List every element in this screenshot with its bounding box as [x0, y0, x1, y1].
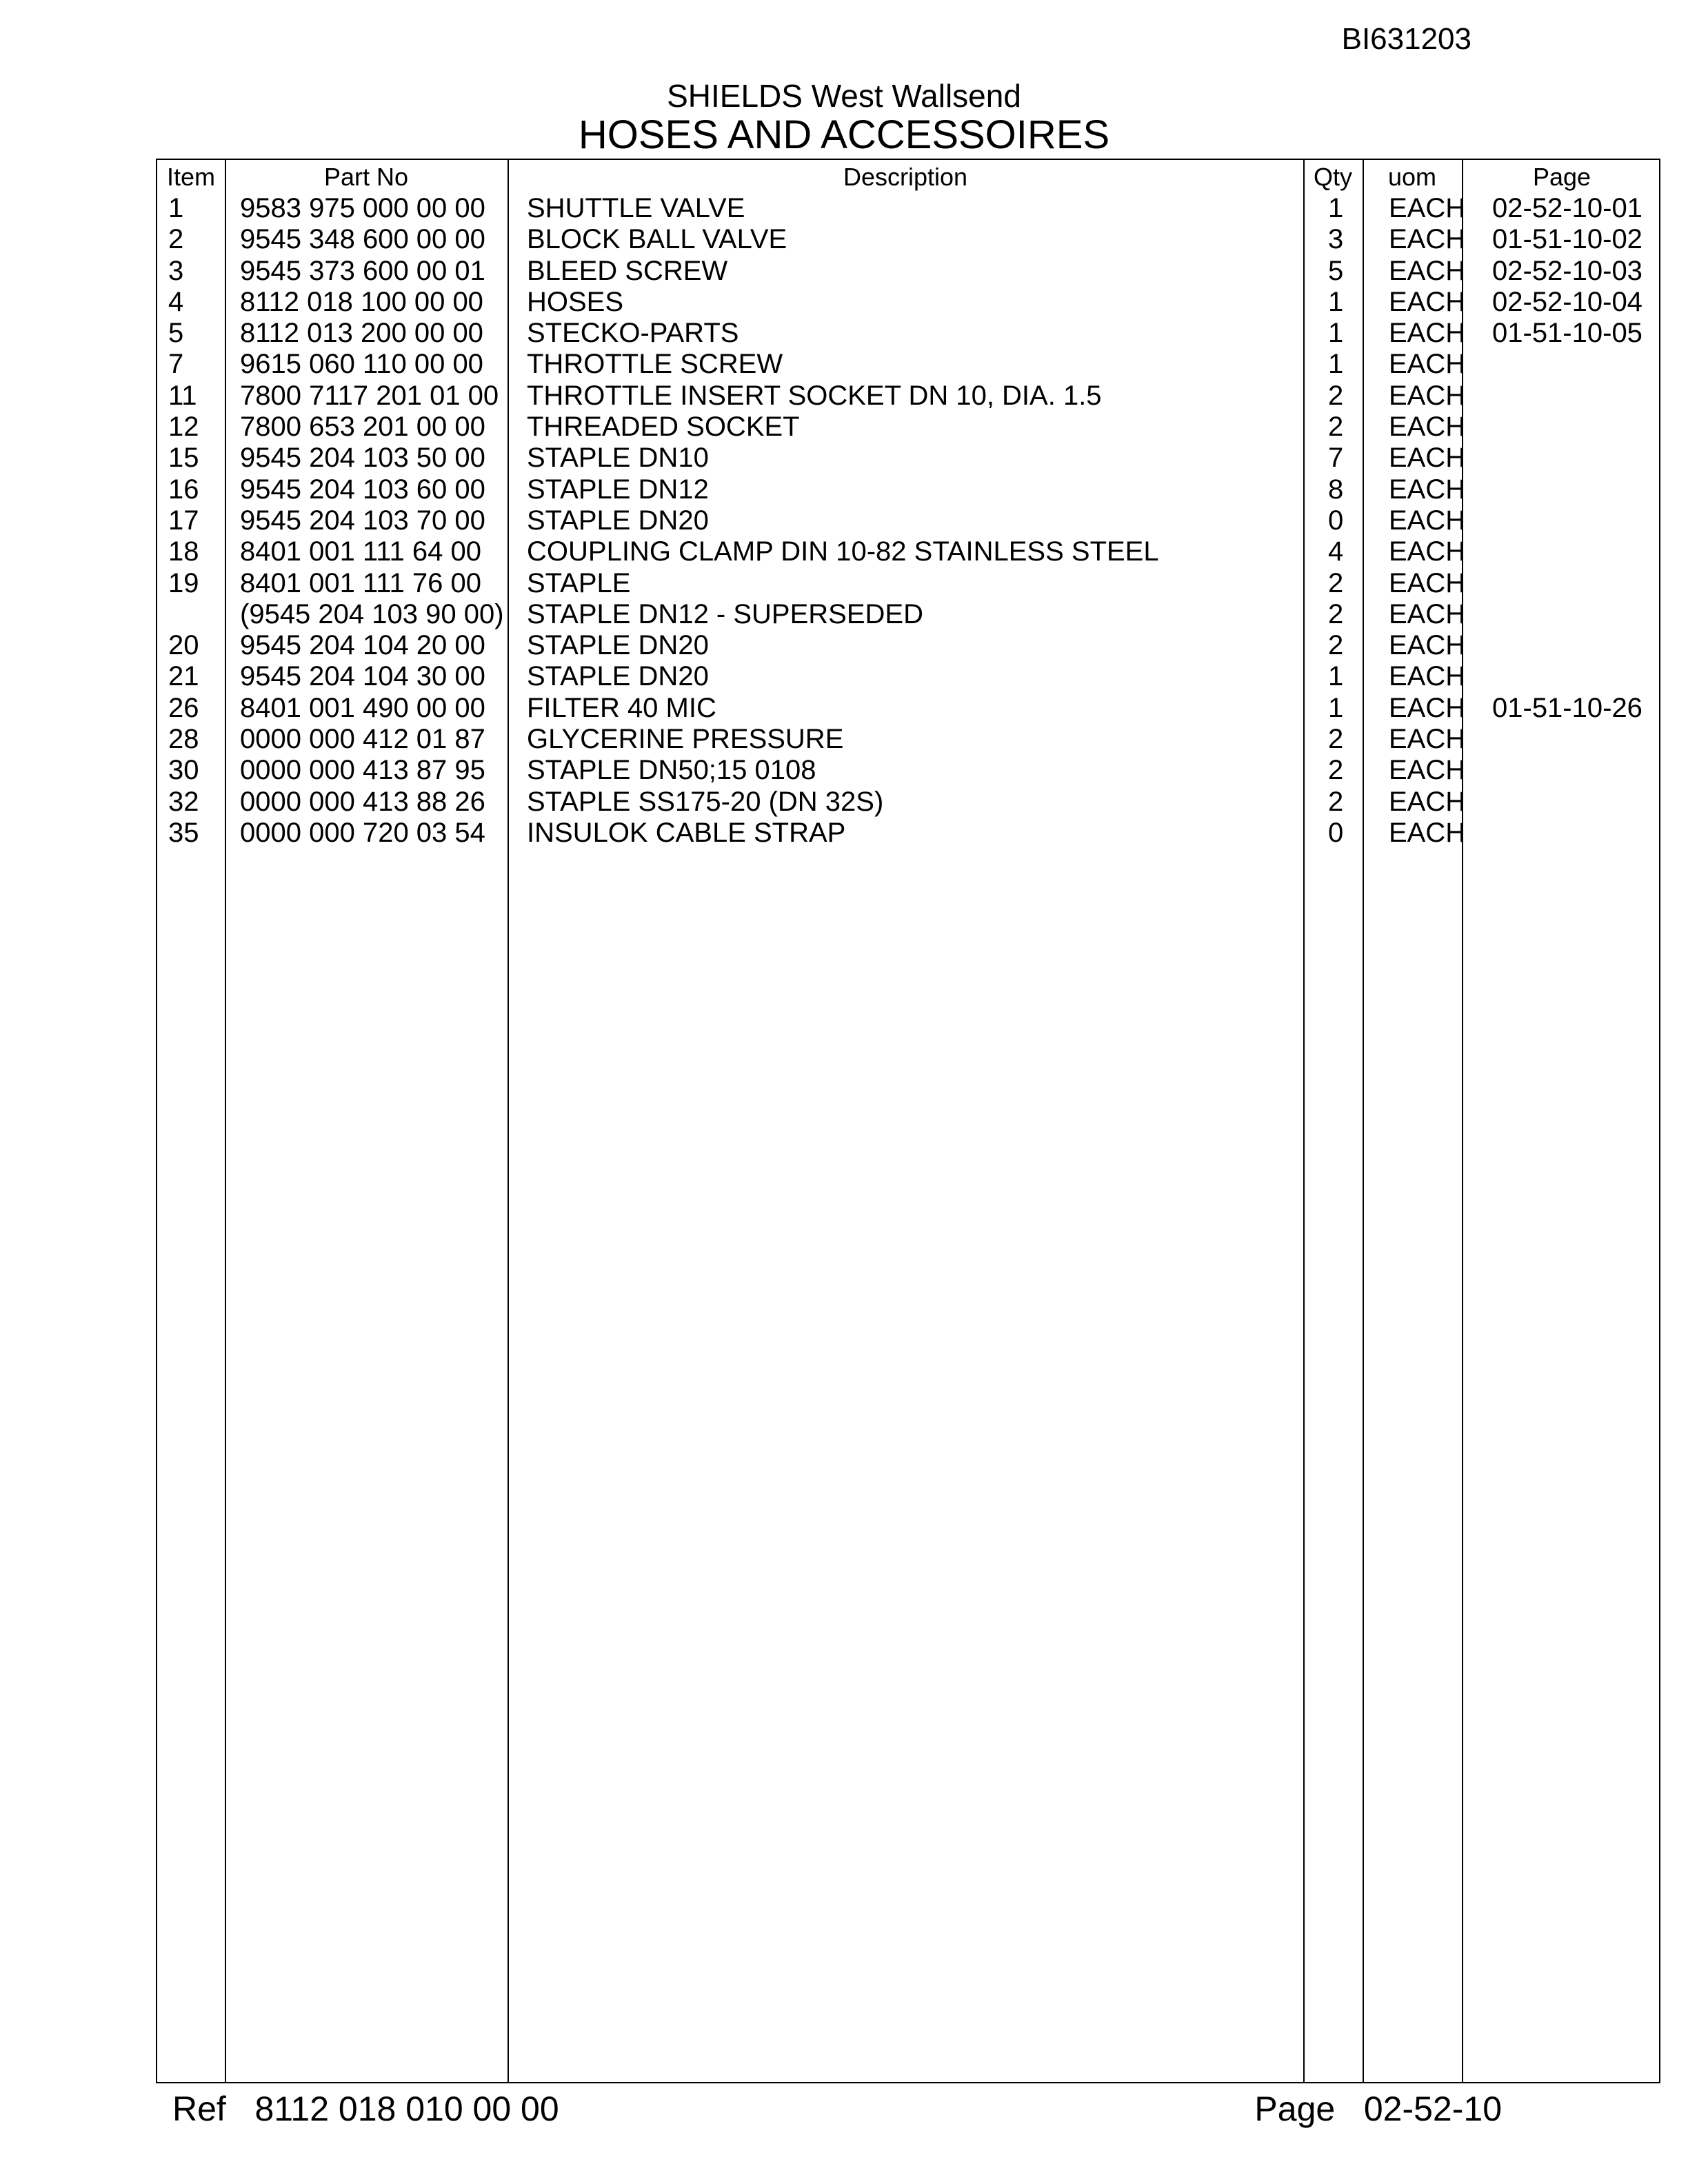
row-qty: 1 [1328, 286, 1344, 317]
row-part-no: 7800 7117 201 01 00 [240, 380, 499, 411]
header-page: Page [1532, 163, 1591, 191]
row-uom: EACH [1389, 630, 1466, 661]
company-name: SHIELDS West Wallsend [667, 78, 1021, 114]
row-qty: 2 [1328, 755, 1344, 786]
table-row [157, 724, 1659, 755]
header-description: Description [843, 163, 968, 191]
row-description: STAPLE DN20 [527, 505, 709, 536]
row-item: 15 [168, 443, 199, 474]
row-part-no: 9545 204 103 50 00 [240, 443, 485, 474]
row-description: STAPLE [527, 567, 631, 598]
page-title: HOSES AND ACCESSOIRES [578, 112, 1110, 157]
table-row [157, 661, 1659, 692]
footer-ref: Ref 8112 018 010 00 00 [172, 2090, 559, 2128]
row-part-no: 9545 204 103 60 00 [240, 474, 485, 505]
row-description: STAPLE DN12 - SUPERSEDED [527, 598, 923, 629]
header-uom: uom [1387, 163, 1437, 191]
row-item: 2 [168, 224, 184, 255]
row-uom: EACH [1389, 755, 1466, 786]
row-item: 35 [168, 817, 199, 848]
row-qty: 4 [1328, 536, 1344, 567]
row-item: 20 [168, 630, 199, 661]
row-part-no: 9545 373 600 00 01 [240, 255, 485, 286]
row-item: 28 [168, 724, 199, 755]
row-qty: 1 [1328, 318, 1344, 349]
row-uom: EACH [1389, 724, 1466, 755]
row-uom: EACH [1389, 224, 1466, 255]
row-uom: EACH [1389, 786, 1466, 817]
row-item: 3 [168, 255, 184, 286]
table-row [157, 193, 1659, 224]
row-item: 30 [168, 755, 199, 786]
row-qty: 2 [1328, 724, 1344, 755]
row-item: 17 [168, 505, 199, 536]
row-part-no: 0000 000 720 03 54 [240, 817, 485, 848]
row-item: 7 [168, 349, 184, 380]
table-row [157, 287, 1659, 318]
row-uom: EACH [1389, 817, 1466, 848]
table-row [157, 505, 1659, 536]
table-row [157, 818, 1659, 849]
row-uom: EACH [1389, 567, 1466, 598]
row-uom: EACH [1389, 443, 1466, 474]
row-part-no: 9545 204 104 20 00 [240, 630, 485, 661]
row-qty: 1 [1328, 349, 1344, 380]
row-description: SHUTTLE VALVE [527, 193, 745, 223]
table-row [157, 568, 1659, 599]
row-description: BLEED SCREW [527, 255, 728, 286]
row-page: 01-51-10-05 [1492, 318, 1642, 349]
row-uom: EACH [1389, 536, 1466, 567]
document-id: BI631203 [1341, 22, 1471, 56]
row-description: STAPLE DN50;15 0108 [527, 755, 816, 786]
table-row [157, 630, 1659, 661]
row-description: INSULOK CABLE STRAP [527, 817, 846, 848]
header-qty: Qty [1313, 163, 1352, 191]
row-description: STAPLE DN12 [527, 474, 709, 505]
row-part-no: 9545 348 600 00 00 [240, 224, 485, 255]
row-item: 1 [168, 193, 184, 223]
row-uom: EACH [1389, 255, 1466, 286]
table-row [157, 256, 1659, 287]
table-row [157, 443, 1659, 474]
row-item: 26 [168, 692, 199, 723]
row-item: 12 [168, 412, 199, 443]
row-page: 01-51-10-26 [1492, 692, 1642, 723]
table-row [157, 349, 1659, 380]
row-description: THREADED SOCKET [527, 412, 800, 443]
row-qty: 8 [1328, 474, 1344, 505]
row-part-no: 0000 000 412 01 87 [240, 724, 485, 755]
row-part-no: 8401 001 111 76 00 [240, 567, 481, 598]
row-uom: EACH [1389, 318, 1466, 349]
row-description: THROTTLE INSERT SOCKET DN 10, DIA. 1.5 [527, 380, 1102, 411]
table-row [157, 412, 1659, 443]
table-body [157, 193, 1659, 849]
row-qty: 2 [1328, 630, 1344, 661]
row-qty: 0 [1328, 817, 1344, 848]
row-part-no: 8401 001 111 64 00 [240, 536, 481, 567]
row-qty: 5 [1328, 255, 1344, 286]
table-row [157, 381, 1659, 412]
row-item: 21 [168, 661, 199, 692]
row-description: HOSES [527, 286, 624, 317]
row-item: 16 [168, 474, 199, 505]
header-item: Item [166, 163, 215, 191]
row-part-no: (9545 204 103 90 00) [240, 598, 504, 629]
table-row [157, 787, 1659, 818]
table-row [157, 474, 1659, 505]
row-uom: EACH [1389, 474, 1466, 505]
row-qty: 1 [1328, 661, 1344, 692]
row-part-no: 0000 000 413 87 95 [240, 755, 485, 786]
row-description: STAPLE SS175-20 (DN 32S) [527, 786, 884, 817]
row-page: 02-52-10-03 [1492, 255, 1642, 286]
row-qty: 7 [1328, 443, 1344, 474]
row-part-no: 9545 204 104 30 00 [240, 661, 485, 692]
row-qty: 3 [1328, 224, 1344, 255]
parts-table [156, 159, 1660, 2083]
row-description: THROTTLE SCREW [527, 349, 783, 380]
row-qty: 1 [1328, 692, 1344, 723]
table-row [157, 693, 1659, 724]
row-qty: 2 [1328, 786, 1344, 817]
footer-page: Page 02-52-10 [1254, 2090, 1502, 2128]
row-qty: 2 [1328, 412, 1344, 443]
row-item: 5 [168, 318, 184, 349]
row-part-no: 0000 000 413 88 26 [240, 786, 485, 817]
row-qty: 1 [1328, 193, 1344, 223]
row-item: 32 [168, 786, 199, 817]
row-qty: 0 [1328, 505, 1344, 536]
row-part-no: 7800 653 201 00 00 [240, 412, 485, 443]
row-part-no: 8401 001 490 00 00 [240, 692, 485, 723]
table-row [157, 318, 1659, 349]
row-page: 01-51-10-02 [1492, 224, 1642, 255]
row-qty: 2 [1328, 598, 1344, 629]
row-description: COUPLING CLAMP DIN 10-82 STAINLESS STEEL [527, 536, 1159, 567]
row-description: BLOCK BALL VALVE [527, 224, 787, 255]
table-row [157, 599, 1659, 630]
row-description: STAPLE DN20 [527, 630, 709, 661]
row-part-no: 9615 060 110 00 00 [240, 349, 483, 380]
row-item: 4 [168, 286, 184, 317]
row-part-no: 8112 013 200 00 00 [240, 318, 483, 349]
row-uom: EACH [1389, 193, 1466, 223]
header-part-no: Part No [323, 163, 409, 191]
row-uom: EACH [1389, 598, 1466, 629]
row-uom: EACH [1389, 692, 1466, 723]
row-uom: EACH [1389, 661, 1466, 692]
row-qty: 2 [1328, 567, 1344, 598]
row-item: 11 [168, 380, 197, 411]
row-uom: EACH [1389, 380, 1466, 411]
row-part-no: 9583 975 000 00 00 [240, 193, 485, 223]
table-row [157, 755, 1659, 786]
row-description: STAPLE DN20 [527, 661, 709, 692]
row-qty: 2 [1328, 380, 1344, 411]
row-part-no: 8112 018 100 00 00 [240, 286, 483, 317]
row-part-no: 9545 204 103 70 00 [240, 505, 485, 536]
row-description: STECKO-PARTS [527, 318, 739, 349]
row-uom: EACH [1389, 505, 1466, 536]
row-item: 18 [168, 536, 199, 567]
row-description: STAPLE DN10 [527, 443, 709, 474]
table-row [157, 536, 1659, 567]
row-page: 02-52-10-04 [1492, 286, 1642, 317]
table-row [157, 224, 1659, 255]
row-uom: EACH [1389, 412, 1466, 443]
row-description: FILTER 40 MIC [527, 692, 716, 723]
row-page: 02-52-10-01 [1492, 193, 1642, 223]
row-item: 19 [168, 567, 199, 598]
row-uom: EACH [1389, 286, 1466, 317]
row-uom: EACH [1389, 349, 1466, 380]
row-description: GLYCERINE PRESSURE [527, 724, 844, 755]
